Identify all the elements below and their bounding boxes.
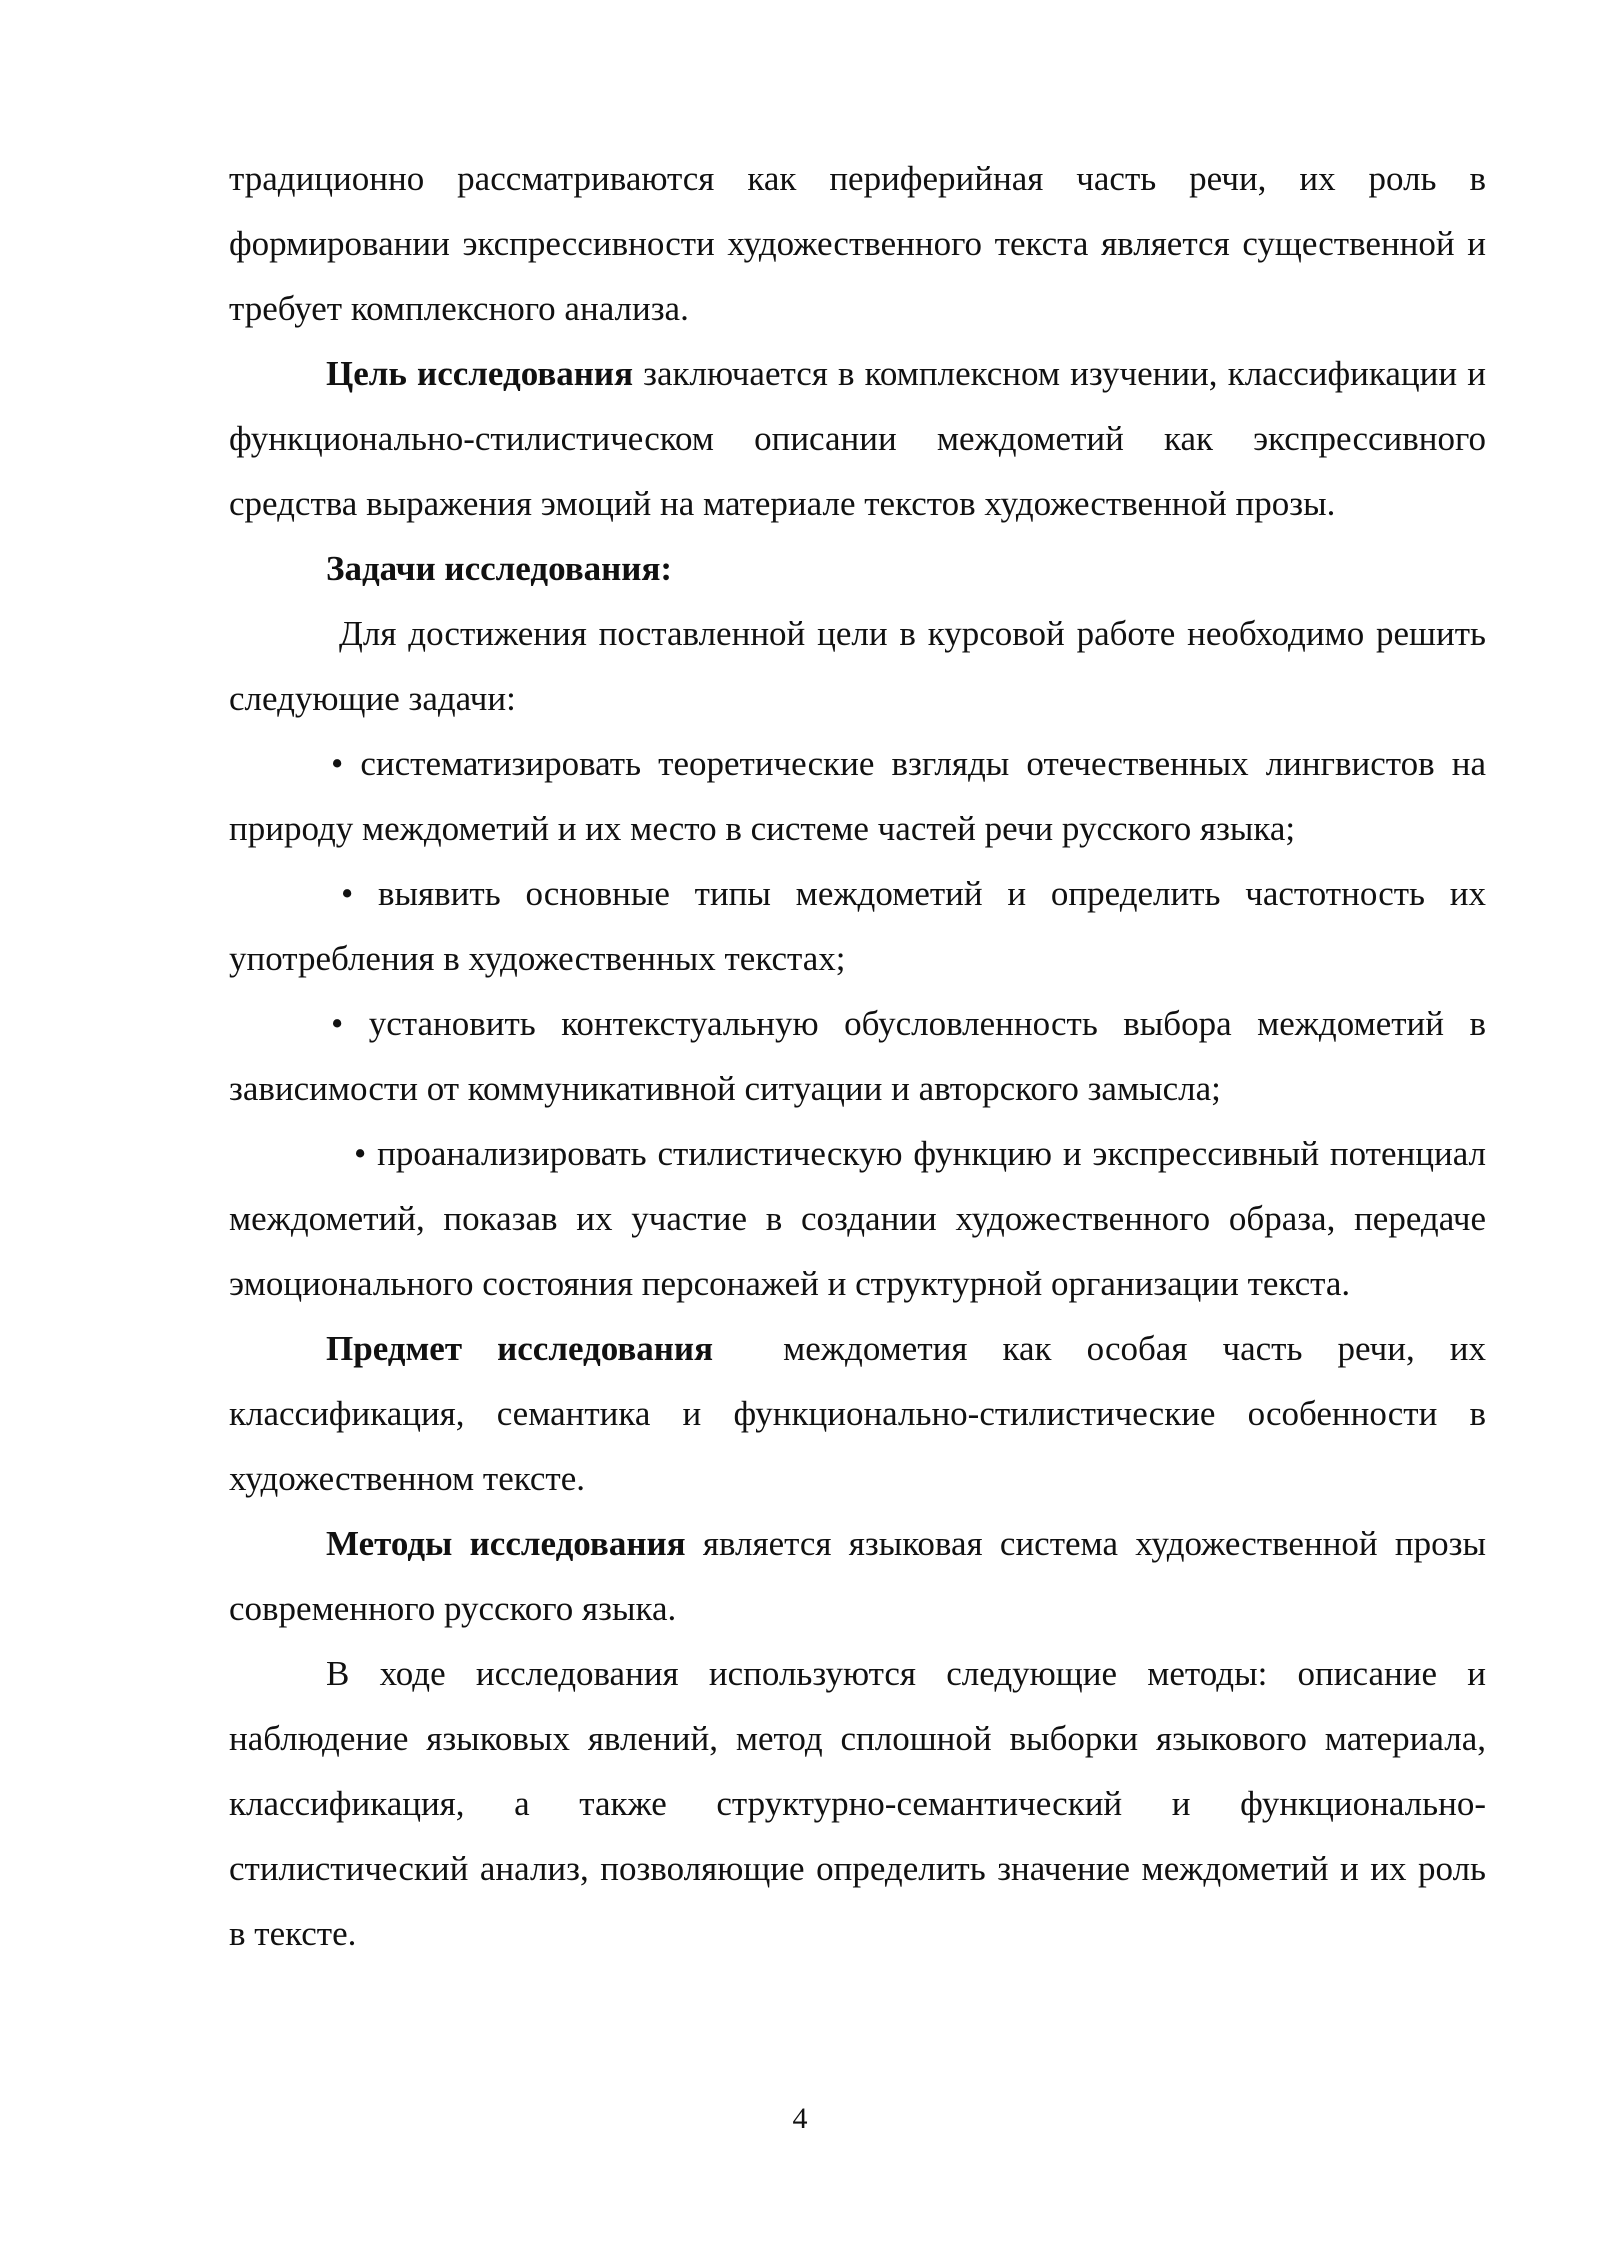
page-number: 4: [792, 2102, 808, 2135]
tasks-intro-paragraph: Для достижения поставленной цели в курсовой работе необходимо решить следующие задачи:: [229, 614, 1486, 718]
task-item-2: • выявить основные типы междометий и определить частотность их употребления в художественных текстах;: [229, 874, 1486, 978]
methods-text: является языковая система художественной прозы современного русского языка.: [229, 1524, 1487, 1628]
tasks-heading: Задачи исследования:: [326, 549, 673, 588]
methods-label: Методы исследования: [326, 1524, 686, 1563]
document-page: [229, 146, 1495, 1966]
methods-detail-paragraph: В ходе исследования используются следующие методы: описание и наблюдение языковых явлений, метод сплошной выборки языкового материала, классификация, а также структурно-семантический и функционально-стилистический анализ, позволяющие определить значение междометий и их роль в тексте.: [229, 1654, 1486, 1953]
intro-paragraph: традиционно рассматриваются как периферийная часть речи, их роль в формировании экспрессивности художественного текста является существенной и требует комплексного анализа.: [229, 159, 1486, 328]
goal-paragraph: [229, 341, 1486, 536]
task-item-1: • систематизировать теоретические взгляды отечественных лингвистов на природу междометий и их место в системе частей речи русского языка;: [229, 744, 1486, 848]
task-item-3: • установить контекстуальную обусловленность выбора междометий в зависимости от коммуникативной ситуации и авторского замысла;: [229, 1004, 1486, 1108]
subject-text: междометия как особая часть речи, их классификация, семантика и функционально-стилистические особенности в художественном тексте.: [229, 1329, 1495, 1498]
methods-paragraph: [229, 1511, 1486, 1641]
task-item-4: • проанализировать стилистическую функцию и экспрессивный потенциал междометий, показав их участие в создании художественного образа, передаче эмоционального состояния персонажей и структурной организации текста.: [229, 1134, 1486, 1303]
goal-label: Цель исследования: [326, 354, 634, 393]
goal-text: заключается в комплексном изучении, классификации и функционально-стилистическом описании междометий как экспрессивного средства выражения эмоций на материале текстов художественной прозы.: [229, 354, 1486, 523]
subject-paragraph: [229, 1316, 1495, 1511]
subject-label: Предмет исследования: [326, 1329, 714, 1368]
